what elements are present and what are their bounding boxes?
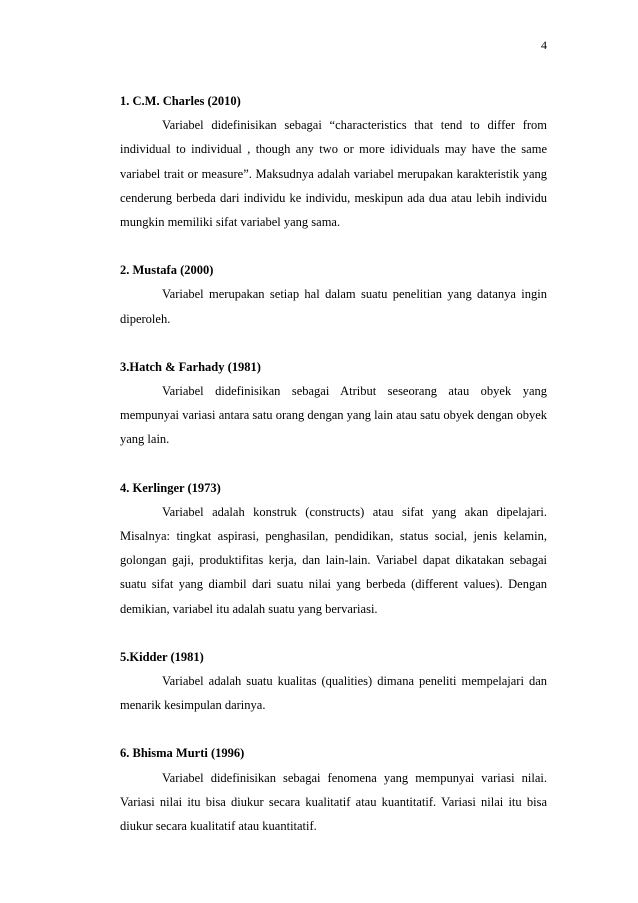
section-paragraph: Variabel didefinisikan sebagai fenomena yang mempunyai variasi nilai. Variasi nilai itu bisa diukur secara kualitatif atau kuantitatif. Variasi nilai itu bisa diukur secara kualitatif atau kuantitatif.: [120, 770, 547, 834]
section-paragraph: Variabel merupakan setiap hal dalam suatu penelitian yang datanya ingin diperoleh.: [120, 287, 547, 326]
section-paragraph: Variabel adalah suatu kualitas (qualities) dimana peneliti mempelajari dan menarik kesimpulan darinya.: [120, 674, 547, 713]
section-kerlinger: [120, 476, 547, 621]
section-bhisma-murti: [120, 741, 547, 838]
section-mustafa: [120, 258, 547, 331]
document-body: [120, 89, 547, 862]
section-charles: [120, 89, 547, 234]
section-heading: 5.Kidder (1981): [120, 649, 204, 664]
section-heading: 3.Hatch & Farhady (1981): [120, 359, 261, 374]
page-number: 4: [541, 38, 547, 52]
section-kidder: [120, 645, 547, 718]
section-heading: 2. Mustafa (2000): [120, 263, 214, 278]
section-paragraph: Variabel adalah konstruk (constructs) atau sifat yang akan dipelajari. Misalnya: tingkat aspirasi, penghasilan, pendidikan, status social, jenis kelamin, golongan gaji, produktifitas kerja, dan lain-lain. Variabel dapat dikatakan sebagai suatu sifat yang diambil dari suatu nilai yang berbeda (different values). Dengan demikian, variabel itu adalah suatu yang bervariasi.: [120, 504, 547, 616]
section-heading: 6. Bhisma Murti (1996): [120, 746, 245, 761]
section-paragraph: Variabel didefinisikan sebagai “characteristics that tend to differ from individual to individual , though any two or more idividuals may have the same variabel trait or measure”. Maksudnya adalah variabel merupakan karakteristik yang cenderung berbeda dari individu ke individu, meskipun ada dua atau lebih individu mungkin memiliki sifat variabel yang sama.: [120, 118, 547, 230]
section-paragraph: Variabel didefinisikan sebagai Atribut seseorang atau obyek yang mempunyai variasi antara satu orang dengan yang lain atau satu obyek dengan obyek yang lain.: [120, 384, 547, 447]
section-hatch-farhady: [120, 355, 547, 452]
section-heading: 4. Kerlinger (1973): [120, 480, 221, 495]
section-heading: 1. C.M. Charles (2010): [120, 94, 241, 108]
